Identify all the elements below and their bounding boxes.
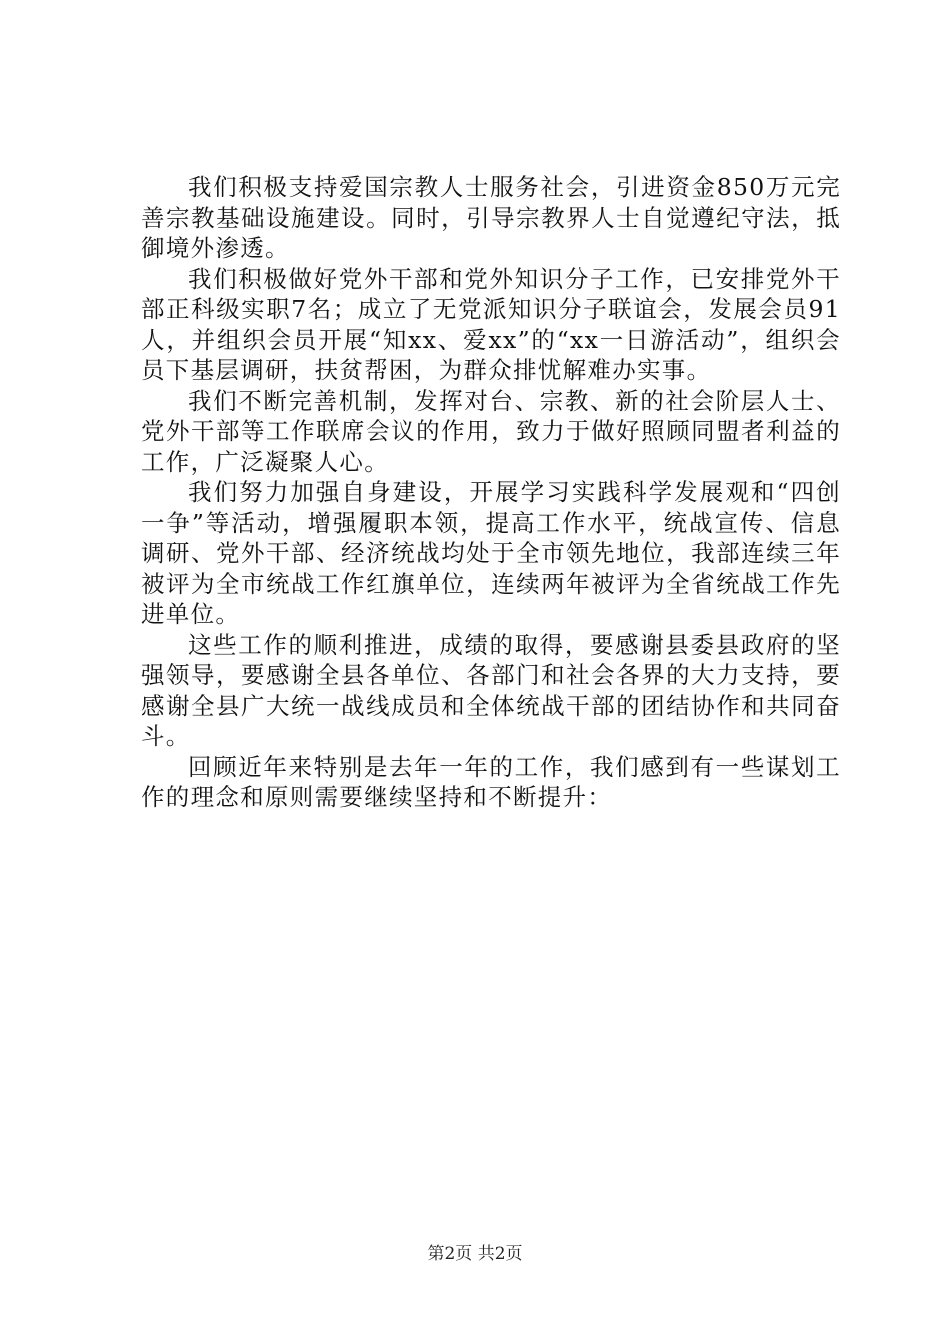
paragraph-mechanism: 我们不断完善机制，发挥对台、宗教、新的社会阶层人士、党外干部等工作联席会议的作用，致力于做好照顾同盟者利益的工作，广泛凝聚人心。 — [141, 386, 841, 476]
paragraph-thanks: 这些工作的顺利推进，成绩的取得，要感谢县委县政府的坚强领导，要感谢全县各单位、各部门和社会各界的大力支持，要感谢全县广大统一战线成员和全体统战干部的团结协作和共同奋斗。 — [141, 630, 841, 750]
paragraph-non-party-cadres: 我们积极做好党外干部和党外知识分子工作，已安排党外干部正科级实职7名；成立了无党派知识分子联谊会，发展会员91人，并组织会员开展“知xx、爱xx”的“xx一日游活动”，组织会员下基层调研，扶贫帮困，为群众排忧解难办实事。 — [141, 264, 841, 384]
paragraph-religious-work: 我们积极支持爱国宗教人士服务社会，引进资金850万元完善宗教基础设施建设。同时，引导宗教界人士自觉遵纪守法，抵御境外渗透。 — [141, 173, 841, 262]
paragraph-review: 回顾近年来特别是去年一年的工作，我们感到有一些谋划工作的理念和原则需要继续坚持和不断提升： — [141, 752, 841, 811]
page-number-footer: 第2页 共2页 — [427, 1244, 523, 1264]
body-text — [141, 172, 841, 813]
paragraph-self-building: 我们努力加强自身建设，开展学习实践科学发展观和“四创一争”等活动，增强履职本领，提高工作水平，统战宣传、信息调研、党外干部、经济统战均处于全市领先地位，我部连续三年被评为全市统战工作红旗单位，连续两年被评为全省统战工作先进单位。 — [141, 478, 841, 628]
